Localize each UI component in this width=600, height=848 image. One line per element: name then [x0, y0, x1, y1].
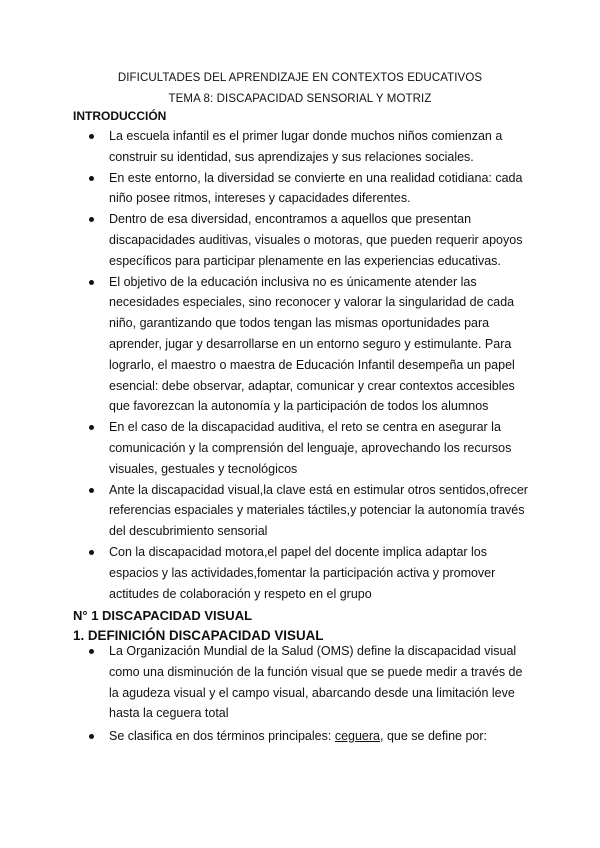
intro-bullet-item: [0, 272, 529, 418]
intro-heading: INTRODUCCIÓN: [73, 109, 167, 123]
document-subtitle: TEMA 8: DISCAPACIDAD SENSORIAL Y MOTRIZ: [168, 93, 432, 105]
bullet-icon: [89, 217, 94, 222]
bullet-icon: [89, 280, 94, 285]
intro-bullet-item: [0, 542, 529, 604]
bullet-icon: [89, 734, 94, 739]
section-1-bullet-text-start: Se clasifica en dos términos principales:: [109, 729, 335, 744]
intro-bullet-item: [0, 209, 529, 271]
intro-bullet-text: Dentro de esa diversidad, encontramos a aquellos que presentan discapacidades auditivas, visuales o motoras, que pueden requerir apoyos específicos para participar plenamente en las experiencias educativas.: [109, 212, 523, 268]
intro-bullet-text: La escuela infantil es el primer lugar donde muchos niños comienzan a construir su identidad, sus aprendizajes y sus relaciones sociales.: [109, 129, 503, 164]
bullet-icon: [89, 425, 94, 430]
section-1-subheading: 1. DEFINICIÓN DISCAPACIDAD VISUAL: [73, 628, 324, 643]
bullet-icon: [89, 550, 94, 555]
intro-bullet-text: En el caso de la discapacidad auditiva, el reto se centra en asegurar la comunicación y la comprensión del lenguaje, aprovechando los recursos visuales, gestuales y tecnológicos: [109, 420, 512, 476]
intro-bullet-text: El objetivo de la educación inclusiva no es únicamente atender las necesidades especiales, sino reconocer y valorar la singularidad de cada niño, garantizando que todos tengan las mismas oportunidades para aprender, jugar y desarrollarse en un entorno seguro y estimulante. Para lograrlo, el maestro o maestra de Educación Infantil desempeña un papel esencial: debe observar, adaptar, comunicar y crear contextos accesibles que favorezcan la autonomía y la participación de todos los alumnos: [109, 274, 515, 414]
bullet-icon: [89, 134, 94, 139]
intro-bullet-item: [0, 480, 529, 542]
intro-bullet-list: [0, 126, 600, 604]
section-1-heading: N° 1 DISCAPACIDAD VISUAL: [73, 608, 253, 623]
bullet-icon: [89, 176, 94, 181]
intro-bullet-item: [0, 126, 529, 168]
bullet-icon: [89, 649, 94, 654]
document-title: DIFICULTADES DEL APRENDIZAJE EN CONTEXTOS EDUCATIVOS: [117, 72, 483, 84]
section-1-bullet-list: [0, 641, 600, 747]
bullet-icon: [89, 488, 94, 493]
intro-bullet-text: Ante la discapacidad visual,la clave está en estimular otros sentidos,ofrecer referencias espaciales y materiales táctiles,y potenciar la autonomía través del descubrimiento sensorial: [109, 482, 528, 539]
ceguera-term: ceguera: [334, 729, 380, 744]
section-1-bullet-item: [0, 641, 529, 724]
intro-bullet-text: En este entorno, la diversidad se convierte en una realidad cotidiana: cada niño posee ritmos, intereses y capacidades diferentes.: [109, 170, 523, 206]
intro-bullet-item: [0, 417, 529, 479]
intro-bullet-item: [0, 168, 529, 210]
section-1-bullet-text-end: , que se define por:: [380, 729, 488, 744]
section-1-bullet-text: La Organización Mundial de la Salud (OMS) define la discapacidad visual como una disminución de la función visual que se puede medir a través de la agudeza visual y el campo visual, abarcando desde una limitación leve hasta la ceguera total: [109, 644, 523, 721]
section-1-bullet-item: [0, 726, 529, 747]
intro-bullet-text: Con la discapacidad motora,el papel del docente implica adaptar los espacios y las actividades,fomentar la participación activa y promover actitudes de colaboración y respeto en el grupo: [109, 544, 496, 601]
